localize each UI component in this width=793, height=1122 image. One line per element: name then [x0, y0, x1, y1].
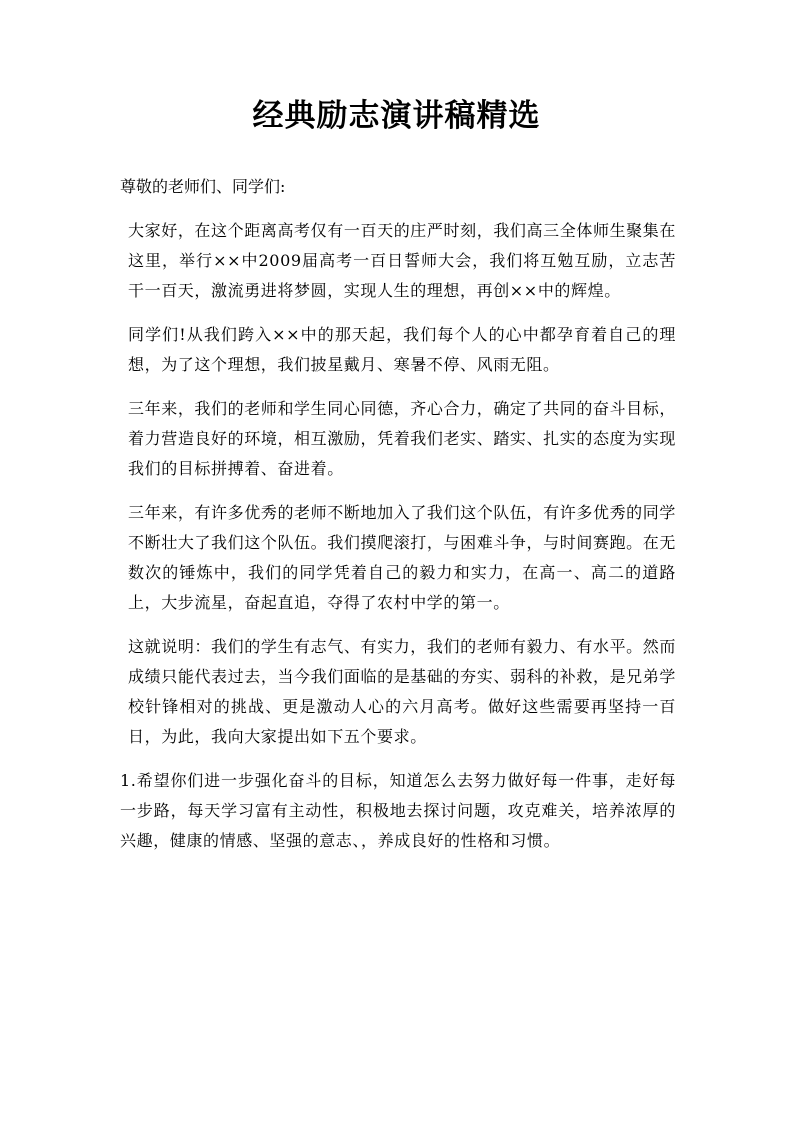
paragraph-students: 同学们!从我们跨入××中的那天起，我们每个人的心中都孕育着自己的理想，为了这个理想，我们披星戴月、寒暑不停、风雨无阻。 — [128, 325, 676, 374]
salutation: 尊敬的老师们、同学们: — [120, 177, 286, 196]
document-body — [120, 172, 676, 870]
document-title: 经典励志演讲稿精选 — [252, 98, 541, 134]
paragraph-three-years-growth: 三年来，有许多优秀的老师不断地加入了我们这个队伍，有许多优秀的同学不断壮大了我们这个队伍。我们摸爬滚打，与困难斗争，与时间赛跑。在无数次的锤炼中，我们的同学凭着自己的毅力和实力，在高一、高二的道路上，大步流星，奋起直追，夺得了农村中学的第一。 — [128, 503, 676, 612]
paragraph-greeting: 大家好，在这个距离高考仅有一百天的庄严时刻，我们高三全体师生聚集在这里，举行××中2009届高考一百日誓师大会，我们将互勉互励，立志苦干一百天，激流勇进将梦圆，实现人生的理想，再创××中的辉煌。 — [128, 221, 676, 300]
paragraph-requirement-1: 1.希望你们进一步强化奋斗的目标，知道怎么去努力做好每一件事，走好每一步路，每天学习富有主动性，积极地去探讨问题，攻克难关，培养浓厚的兴趣，健康的情感、坚强的意志、，养成良好的性格和习惯。 — [120, 771, 676, 850]
paragraph-explanation: 这就说明：我们的学生有志气、有实力，我们的老师有毅力、有水平。然而成绩只能代表过去，当今我们面临的是基础的夯实、弱科的补救，是兄弟学校针锋相对的挑战、更是激动人心的六月高考。做好这些需要再坚持一百日，为此，我向大家提出如下五个要求。 — [128, 637, 676, 746]
paragraph-three-years-teamwork: 三年来，我们的老师和学生同心同德，齐心合力，确定了共同的奋斗目标，着力营造良好的环境，相互激励，凭着我们老实、踏实、扎实的态度为实现我们的目标拼搏着、奋进着。 — [128, 399, 676, 478]
